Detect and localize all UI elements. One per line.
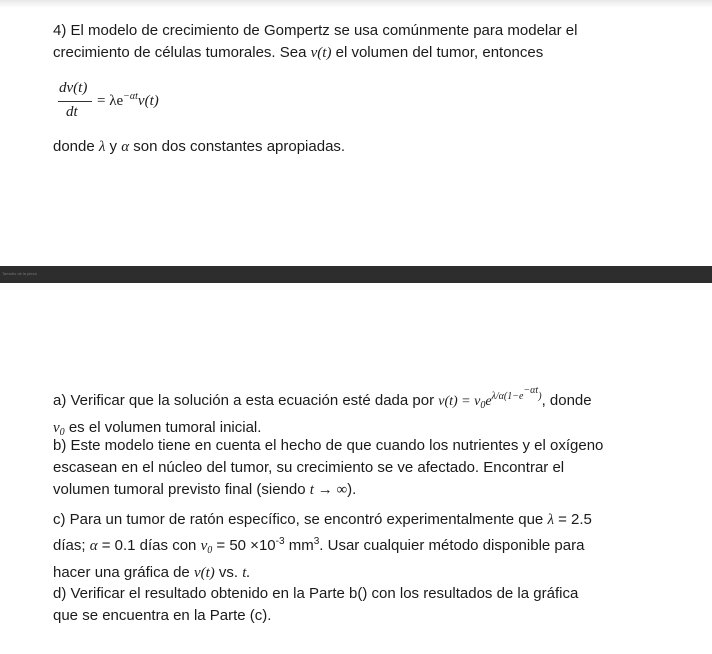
solution-sub: 0 xyxy=(480,400,486,411)
part-c-line-2 xyxy=(53,531,653,562)
part-b-text-b: ). xyxy=(347,481,357,498)
part-c-line-1 xyxy=(53,509,653,531)
part-a-text-3: es el volumen tumoral inicial. xyxy=(64,419,262,436)
document-page-1 xyxy=(0,0,712,266)
lambda-symbol: λ xyxy=(98,139,106,155)
cubic-exponent: 3 xyxy=(313,536,320,547)
constants-line xyxy=(53,136,653,158)
rhs-exponent: −αt xyxy=(123,91,138,102)
fraction-bar xyxy=(58,101,92,102)
equation-rhs xyxy=(97,91,159,110)
equation-numerator: dv(t) xyxy=(59,80,88,96)
part-b-text-a: volumen tumoral previsto final (siendo xyxy=(53,481,310,498)
intro-text-a: crecimiento de células tumorales. Sea xyxy=(53,44,311,61)
donde-text: donde xyxy=(53,138,99,155)
rhs-b: v(t) xyxy=(137,93,159,109)
part-c xyxy=(53,509,653,584)
solution-base: v(t) = v xyxy=(438,394,481,409)
solution-e: e xyxy=(485,394,492,409)
part-d-line-1: d) Verificar el resultado obtenido en la Parte b() con los resultados de la gráfica xyxy=(53,585,579,602)
part-b-line-3 xyxy=(53,479,653,501)
part-d-line-2: que se encuentra en la Parte (c). xyxy=(53,607,272,624)
equation-denominator: dt xyxy=(66,104,78,120)
c-vt-symbol: v(t) xyxy=(193,565,215,581)
alpha-value: = 0.1 días con xyxy=(97,537,201,554)
constants-text: son dos constantes apropiadas. xyxy=(129,138,346,155)
part-b-line-2: escasean en el núcleo del tumor, su crecimiento se ve afectado. Encontrar el xyxy=(53,459,565,476)
exp-1: λ/α(1−e xyxy=(491,391,524,402)
v0-symbol: v xyxy=(53,420,60,436)
separator-label: Tamaño de la pieza xyxy=(2,271,37,276)
power-exponent: -3 xyxy=(275,536,285,547)
c-lambda-symbol: λ xyxy=(547,512,554,528)
intro-text-b: el volumen del tumor, entonces xyxy=(331,44,544,61)
lambda-value: = 2.5 xyxy=(553,511,592,528)
part-c-line-3 xyxy=(53,562,653,584)
c-alpha-symbol: α xyxy=(89,538,98,554)
and-text: y xyxy=(105,138,122,155)
t-symbol: t xyxy=(309,482,314,498)
exp-2: −αt xyxy=(523,385,539,396)
part-c-text-a: c) Para un tumor de ratón específico, se encontró experimentalmente que xyxy=(53,511,548,528)
c-v0-symbol: v xyxy=(200,538,208,554)
part-b-line-1: b) Este modelo tiene en cuenta el hecho de que cuando los nutrientes y el oxígeno xyxy=(53,437,604,454)
part-a-text-1: a) Verificar que la solución a esta ecuación esté dada por xyxy=(53,392,439,409)
part-b xyxy=(53,435,653,501)
rhs-a: = λe xyxy=(97,93,124,109)
intro-line-2 xyxy=(53,42,653,64)
document-page-2 xyxy=(0,283,712,654)
part-a-text-2: , donde xyxy=(541,392,592,409)
part-a-line-1 xyxy=(53,380,643,417)
intro-line-1: 4) El modelo de crecimiento de Gompertz se usa comúnmente para modelar el xyxy=(53,22,578,39)
part-d xyxy=(53,583,653,627)
unit-mm: mm xyxy=(284,537,314,554)
exp-3: ) xyxy=(538,391,542,402)
solution-exponent xyxy=(491,385,542,402)
infinity-limit: → ∞ xyxy=(313,482,348,498)
days-text: días; xyxy=(53,537,90,554)
v0-sub: 0 xyxy=(59,427,65,438)
c-t-symbol: t. xyxy=(242,565,251,581)
vs-text: vs. xyxy=(214,564,243,581)
v0-value: = 50 ×10 xyxy=(212,537,276,554)
page-separator xyxy=(0,266,712,283)
problem-intro xyxy=(53,20,653,64)
part-c-text-e: . Usar cualquier método disponible para xyxy=(319,537,585,554)
volume-symbol: v(t) xyxy=(310,45,332,61)
part-c-text-3a: hacer una gráfica de xyxy=(53,564,194,581)
c-v0-sub: 0 xyxy=(207,545,213,556)
alpha-symbol: α xyxy=(121,139,130,155)
